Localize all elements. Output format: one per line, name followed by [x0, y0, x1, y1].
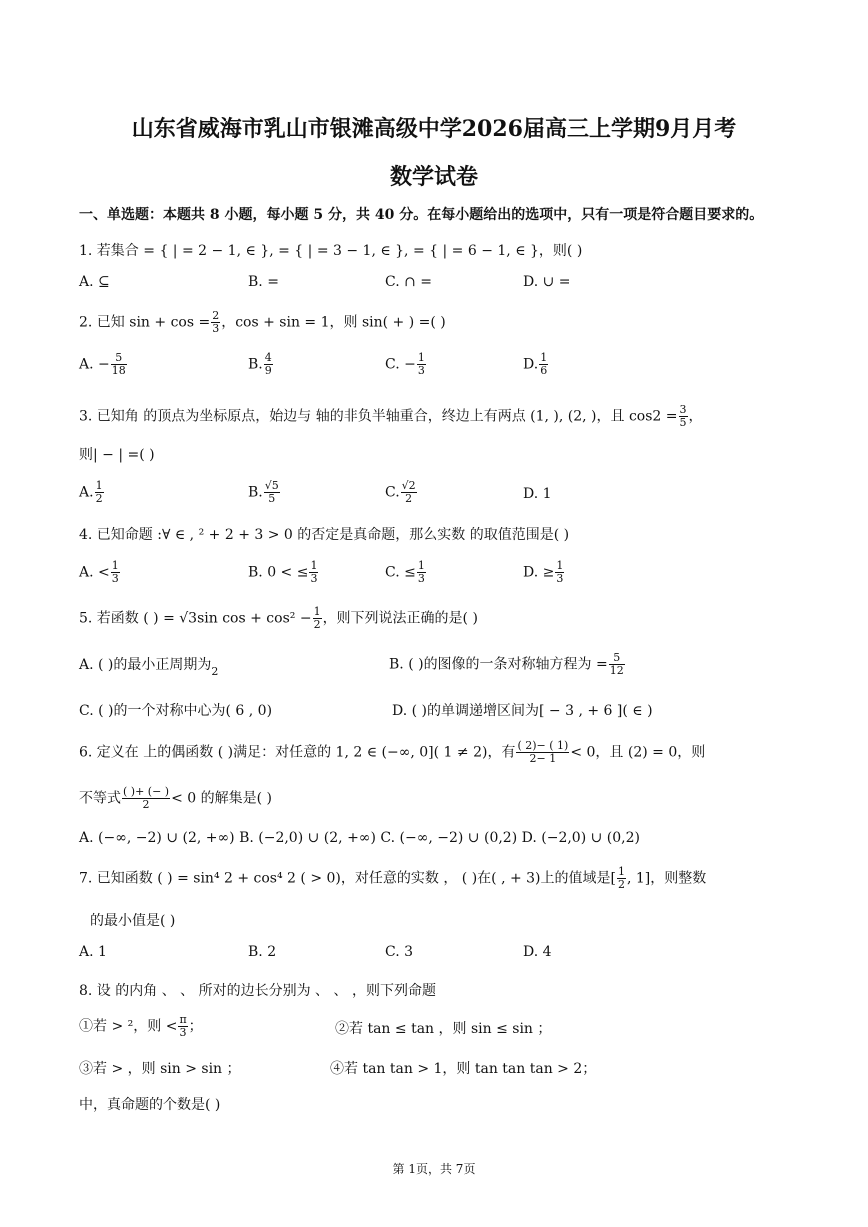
q7-stem — [79, 866, 828, 891]
numerator: 1 — [95, 479, 103, 492]
numerator: ( 2)− ( 1) — [517, 739, 569, 752]
option-label: B. 0 < ≤ — [248, 564, 309, 581]
page-footer: 第 1页，共 7页 — [392, 1162, 476, 1176]
option-label: D. — [523, 356, 539, 373]
q5-option-a — [79, 654, 219, 678]
exam-subtitle: 数学试卷 — [389, 164, 478, 190]
statement-text: ①若 > ²，则 < — [79, 1018, 178, 1035]
denominator: 2 — [211, 665, 219, 678]
q8-statement-1 — [79, 1014, 203, 1039]
q7-stem-text-end: , 1]，则整数 — [626, 870, 707, 887]
q3-option-d: D. 1 — [523, 486, 552, 502]
q7-option-d: D. 4 — [523, 944, 552, 960]
q6-stem-text-end: < 0，且 (2) = 0，则 — [570, 744, 706, 761]
option-label: C. − — [385, 356, 416, 373]
q5-stem — [79, 606, 828, 631]
numerator: 5 — [609, 652, 625, 665]
q1-option-d: D. ∪ = — [523, 274, 571, 290]
q3-option-c — [385, 480, 418, 505]
q4-stem: 4. 已知命题 :∀ ∈ , ² + 2 + 3 > 0 的否定是真命题，那么实数 的取值范围是( ) — [79, 527, 570, 543]
q6-stem-text: 6. 定义在 上的偶函数 ( )满足：对任意的 1, 2 ∈ (−∞, 0]( 1 ≠ 2)，有 — [79, 744, 516, 761]
q6-options: A. (−∞, −2) ∪ (2, +∞) B. (−2,0) ∪ (2, +∞) C. (−∞, −2) ∪ (0,2) D. (−2,0) ∪ (0,2) — [79, 830, 640, 846]
q8-statement-3: ③若 > ，则 sin > sin ； — [79, 1061, 241, 1077]
numerator: √2 — [401, 479, 416, 492]
fraction — [555, 560, 564, 585]
q5-option-b — [389, 652, 626, 677]
q5-option-d: D. ( )的单调递增区间为[ − 3 , + 6 ]( ∈ ) — [392, 703, 653, 719]
denominator: 6 — [540, 364, 548, 377]
fraction — [679, 404, 688, 429]
q6-stem — [79, 740, 828, 765]
option-label: B. — [248, 356, 263, 373]
denominator: 2 — [95, 492, 103, 505]
fraction — [211, 310, 220, 335]
q6-stem2-text-end: < 0 的解集是( ) — [171, 790, 273, 807]
denominator: 18 — [111, 364, 126, 377]
fraction — [178, 1014, 187, 1039]
q6-stem-line2 — [79, 786, 828, 811]
denominator: 12 — [609, 664, 624, 677]
denominator: 3 — [179, 1026, 187, 1039]
q3-stem-text: 3. 已知角 的顶点为坐标原点，始边与 轴的非负半轴重合，终边上有两点 (1, ), (2, )，且 cos2 = — [79, 408, 678, 425]
q1-option-b: B. = — [248, 274, 279, 290]
option-label: D. ≥ — [523, 564, 555, 581]
numerator: π — [179, 1013, 187, 1026]
numerator: 2 — [212, 309, 220, 322]
denominator: 2 — [313, 618, 321, 631]
q8-stem-line2: 中，真命题的个数是( ) — [79, 1097, 221, 1113]
option-text: A. ( )的最小正周期为 — [79, 657, 212, 673]
exam-title: 山东省威海市乳山市银滩高级中学2026届高三上学期9月月考 — [131, 116, 737, 142]
fraction — [264, 480, 280, 505]
numerator: 1 — [556, 559, 564, 572]
q7-option-a: A. 1 — [79, 944, 107, 960]
q4-option-c — [385, 560, 427, 585]
denominator: 3 — [212, 322, 220, 335]
fraction — [111, 560, 120, 585]
q3-stem — [79, 404, 828, 429]
q6-stem2-text: 不等式 — [79, 790, 121, 807]
option-text: B. ( )的图像的一条对称轴方程为 = — [389, 656, 608, 673]
q1-option-c: C. ∩ = — [385, 274, 433, 290]
numerator: 5 — [111, 352, 127, 365]
option-label: B. — [248, 484, 263, 501]
q1-option-a: A. ⊆ — [79, 274, 110, 290]
numerator: 1 — [417, 351, 425, 364]
q7-stem-line2: 的最小值是( ) — [90, 913, 176, 929]
q7-option-c: C. 3 — [385, 944, 414, 960]
numerator: ( )+ (− ) — [123, 785, 170, 798]
q7-stem-text: 7. 已知函数 ( ) = sin⁴ 2 + cos⁴ 2 ( > 0)，对任意的实数 ， ( )在( , + 3)上的值域是[ — [79, 870, 616, 887]
q4-option-d — [523, 560, 565, 585]
numerator: 1 — [617, 865, 625, 878]
option-label: C. — [385, 484, 400, 501]
denominator: 3 — [310, 572, 318, 585]
denominator: 3 — [111, 572, 119, 585]
fraction — [122, 786, 170, 811]
q2-option-c — [385, 352, 427, 377]
option-label: A. — [79, 484, 94, 501]
q2-option-d — [523, 352, 549, 377]
numerator: 1 — [417, 559, 425, 572]
fraction — [539, 352, 548, 377]
q3-stem-line2: 则| − | =( ) — [79, 447, 155, 463]
q7-option-b: B. 2 — [248, 944, 277, 960]
q2-stem — [79, 310, 828, 335]
fraction — [95, 480, 104, 505]
numerator: 3 — [679, 403, 687, 416]
q3-stem-text-end: ， — [688, 408, 703, 425]
numerator: √5 — [264, 479, 279, 492]
fraction — [417, 560, 426, 585]
fraction — [516, 740, 569, 765]
q2-stem-text: 2. 已知 sin + cos = — [79, 314, 211, 331]
fraction — [309, 560, 318, 585]
q3-option-b — [248, 480, 281, 505]
q5-stem-text-end: ，则下列说法正确的是( ) — [322, 610, 478, 627]
q2-stem-text-end: ，cos + sin = 1，则 sin( + ) =( ) — [221, 314, 446, 331]
q8-stem: 8. 设 的内角 、 、 所对的边长分别为 、 、 ，则下列命题 — [79, 983, 436, 999]
q1-stem: 1. 若集合 = { | = 2 − 1, ∈ }, = { | = 3 − 1, ∈ }, = { | = 6 − 1, ∈ }，则( ) — [79, 243, 583, 259]
fraction — [264, 352, 273, 377]
denominator: 3 — [417, 572, 425, 585]
denominator: 5 — [679, 416, 687, 429]
fraction — [313, 606, 322, 631]
numerator: 4 — [264, 351, 272, 364]
q2-option-b — [248, 352, 274, 377]
q3-option-a — [79, 480, 105, 505]
numerator: 1 — [310, 559, 318, 572]
option-label: A. < — [79, 564, 110, 581]
fraction — [417, 352, 426, 377]
denominator: 2 — [617, 878, 625, 891]
numerator: 1 — [540, 351, 548, 364]
denominator: 9 — [264, 364, 272, 377]
denominator: 2 — [142, 798, 150, 811]
option-label: A. − — [79, 356, 110, 373]
statement-text-end: ； — [188, 1018, 203, 1035]
numerator: 1 — [313, 605, 321, 618]
fraction — [609, 652, 625, 677]
denominator: 3 — [417, 364, 425, 377]
q5-stem-text: 5. 若函数 ( ) = √3sin cos + cos² − — [79, 610, 312, 627]
q8-statement-2: ②若 tan ≤ tan ，则 sin ≤ sin ； — [335, 1021, 552, 1037]
option-label: C. ≤ — [385, 564, 416, 581]
q4-option-b — [248, 560, 319, 585]
q4-option-a — [79, 560, 121, 585]
denominator: 3 — [556, 572, 564, 585]
fraction — [111, 352, 127, 377]
q8-statement-4: ④若 tan tan > 1，则 tan tan tan > 2； — [330, 1061, 597, 1077]
fraction — [401, 480, 417, 505]
numerator: 1 — [111, 559, 119, 572]
denominator: 5 — [268, 492, 276, 505]
fraction — [617, 866, 626, 891]
section-heading: 一、单选题：本题共 8 小题，每小题 5 分，共 40 分。在每小题给出的选项中，只有一项是符合题目要求的。 — [79, 207, 764, 223]
q2-option-a — [79, 352, 128, 377]
q5-option-c: C. ( )的一个对称中心为( 6 , 0) — [79, 703, 273, 719]
denominator: 2 — [405, 492, 413, 505]
denominator: 2− 1 — [529, 752, 557, 765]
